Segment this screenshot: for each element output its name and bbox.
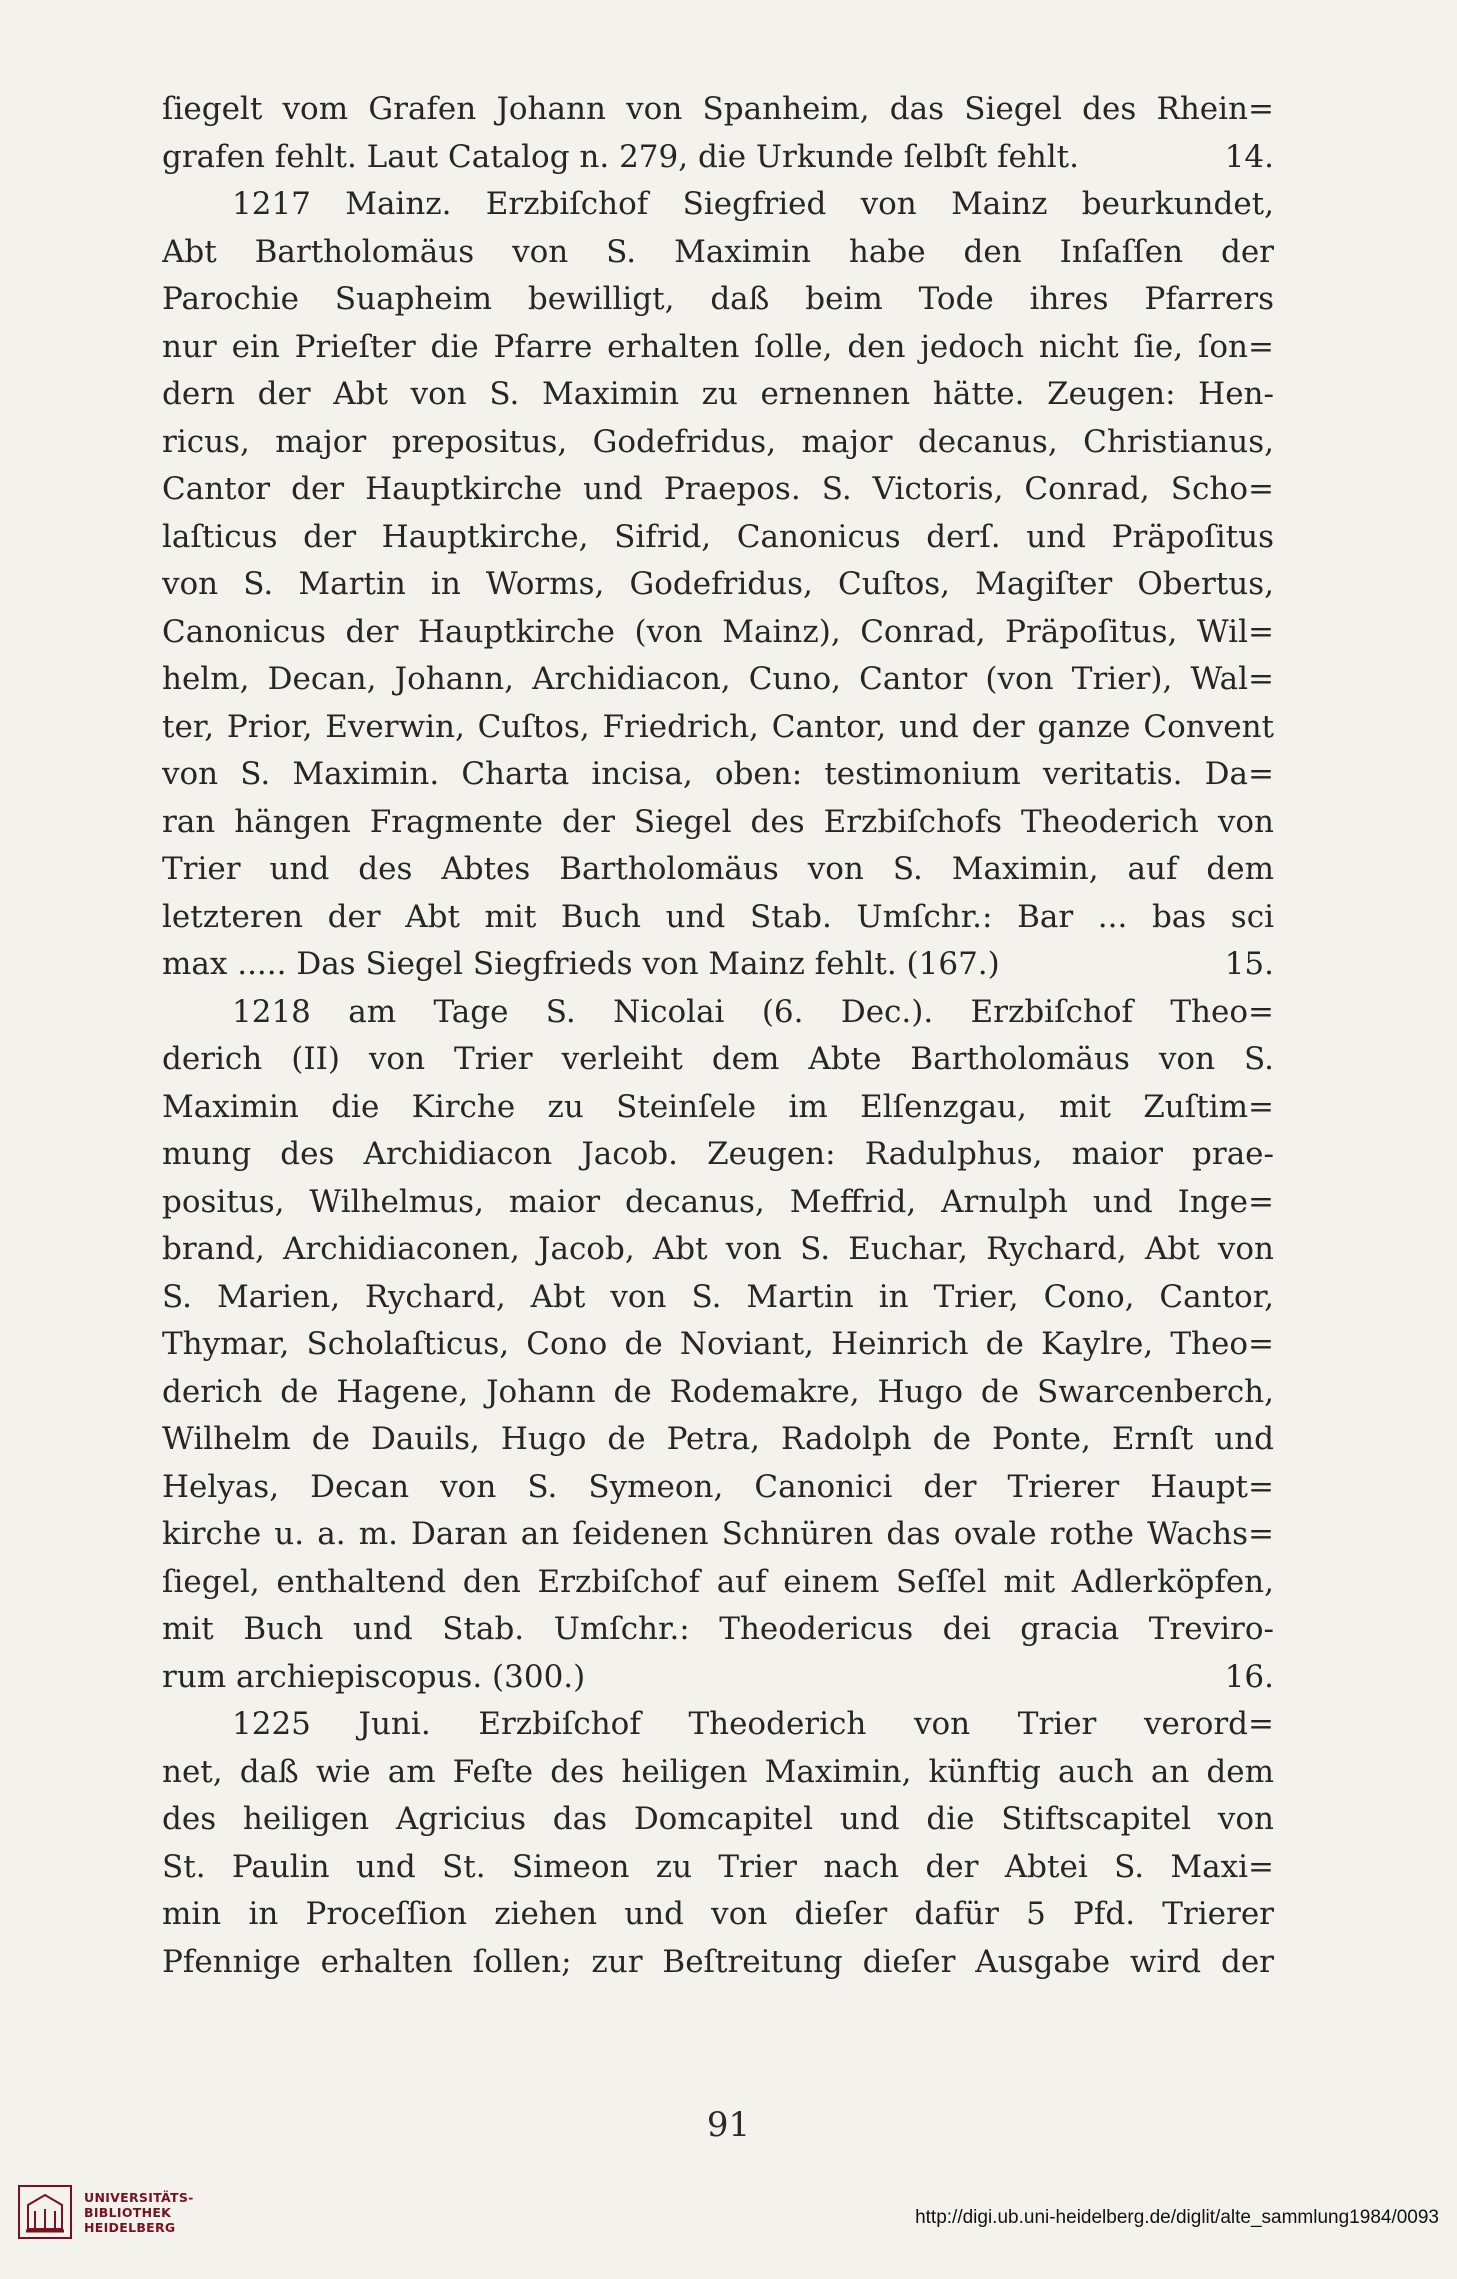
document-number: 15.	[1224, 946, 1274, 982]
source-url-link[interactable]: http://digi.ub.uni-heidelberg.de/diglit/alte_sammlung1984/0093	[915, 2207, 1439, 2228]
library-seal-icon	[18, 2185, 72, 2239]
text-line-content: rum archiepiscopus. (300.)	[162, 1658, 586, 1695]
text-line: ricus, major prepositus, Godefridus, major decanus, Christianus,	[162, 423, 1274, 460]
text-line: min in Proceſſion ziehen und von dieſer dafür 5 Pfd. Trierer	[162, 1896, 1274, 1932]
text-line: ter, Prior, Everwin, Cuſtos, Friedrich, Cantor, und der ganze Convent	[162, 708, 1274, 745]
text-line: laſticus der Hauptkirche, Sifrid, Canonicus derſ. und Präpoſitus	[162, 518, 1274, 555]
text-line-content: max ..... Das Siegel Siegfrieds von Mainz fehlt. (167.)	[162, 946, 1000, 982]
text-line: nur ein Prieſter die Pfarre erhalten ſolle, den jedoch nicht ſie, ſon=	[162, 328, 1274, 365]
text-line: St. Paulin und St. Simeon zu Trier nach der Abtei S. Maxi=	[162, 1848, 1274, 1885]
text-line: positus, Wilhelmus, maior decanus, Meffrid, Arnulph und Inge=	[162, 1183, 1274, 1220]
text-line: von S. Maximin. Charta incisa, oben: testimonium veritatis. Da=	[162, 756, 1274, 792]
text-line: ſiegel, enthaltend den Erzbiſchof auf einem Seſſel mit Adlerköpfen,	[162, 1563, 1274, 1600]
text-line	[162, 1654, 1274, 1702]
text-line: kirche u. a. m. Daran an ſeidenen Schnüren das ovale rothe Wachs=	[162, 1516, 1274, 1552]
text-line: Cantor der Hauptkirche und Praepos. S. Victoris, Conrad, Scho=	[162, 471, 1274, 507]
text-line: derich (II) von Trier verleiht dem Abte Bartholomäus von S.	[162, 1041, 1274, 1077]
text-line	[162, 134, 1274, 182]
text-line: derich de Hagene, Johann de Rodemakre, Hugo de Swarcenberch,	[162, 1373, 1274, 1410]
text-line: mit Buch und Stab. Umſchr.: Theodericus dei gracia Treviro-	[162, 1611, 1274, 1647]
text-line: net, daß wie am Feſte des heiligen Maximin, künftig auch an dem	[162, 1753, 1274, 1790]
library-name-line: HEIDELBERG	[84, 2219, 176, 2235]
text-line: ran hängen Fragmente der Siegel des Erzbiſchofs Theoderich von	[162, 803, 1274, 840]
text-line: Canonicus der Hauptkirche (von Mainz), Conrad, Präpoſitus, Wil=	[162, 613, 1274, 650]
text-line: 1217 Mainz. Erzbiſchof Siegfried von Mainz beurkundet,	[232, 186, 1274, 222]
text-line: S. Marien, Rychard, Abt von S. Martin in Trier, Cono, Cantor,	[162, 1278, 1274, 1315]
text-line: Abt Bartholomäus von S. Maximin habe den Inſaſſen der	[162, 233, 1274, 270]
text-line: Parochie Suapheim bewilligt, daß beim Tode ihres Pfarrers	[162, 281, 1274, 317]
library-name-line: UNIVERSITÄTS-	[84, 2189, 194, 2205]
text-line	[162, 941, 1274, 989]
text-line: von S. Martin in Worms, Godefridus, Cuſtos, Magiſter Obertus,	[162, 566, 1274, 602]
library-name-line: BIBLIOTHEK	[84, 2204, 172, 2220]
text-line: Trier und des Abtes Bartholomäus von S. Maximin, auf dem	[162, 851, 1274, 887]
document-number: 14.	[1224, 138, 1274, 175]
text-line: 1218 am Tage S. Nicolai (6. Dec.). Erzbiſchof Theo=	[232, 993, 1274, 1030]
text-line: Wilhelm de Dauils, Hugo de Petra, Radolph de Ponte, Ernſt und	[162, 1421, 1274, 1457]
text-line: mung des Archidiacon Jacob. Zeugen: Radulphus, maior prae-	[162, 1136, 1274, 1172]
text-line: letzteren der Abt mit Buch und Stab. Umſchr.: Bar ... bas sci	[162, 898, 1274, 935]
text-line: helm, Decan, Johann, Archidiacon, Cuno, Cantor (von Trier), Wal=	[162, 661, 1274, 697]
text-line: Maximin die Kirche zu Steinſele im Elſenzgau, mit Zuſtim=	[162, 1088, 1274, 1125]
footer-bar	[0, 2185, 1457, 2279]
document-number: 16.	[1224, 1658, 1274, 1695]
text-line: brand, Archidiaconen, Jacob, Abt von S. Euchar, Rychard, Abt von	[162, 1231, 1274, 1267]
text-line: 1225 Juni. Erzbiſchof Theoderich von Trier verord=	[232, 1706, 1274, 1742]
text-line: dern der Abt von S. Maximin zu ernennen hätte. Zeugen: Hen-	[162, 376, 1274, 412]
text-line: Thymar, Scholaſticus, Cono de Noviant, Heinrich de Kaylre, Theo=	[162, 1326, 1274, 1362]
page-number: 91	[706, 2105, 751, 2145]
document-body	[162, 86, 1274, 1986]
text-line-content: grafen fehlt. Laut Catalog n. 279, die Urkunde ſelbſt fehlt.	[162, 138, 1079, 175]
text-line: ſiegelt vom Grafen Johann von Spanheim, das Siegel des Rhein=	[162, 91, 1274, 127]
text-line: Helyas, Decan von S. Symeon, Canonici der Trierer Haupt=	[162, 1468, 1274, 1505]
text-line: Pfennige erhalten ſollen; zur Beſtreitung dieſer Ausgabe wird der	[162, 1943, 1274, 1980]
library-name	[84, 2190, 194, 2235]
text-line: des heiligen Agricius das Domcapitel und die Stiftscapitel von	[162, 1801, 1274, 1837]
library-logo[interactable]	[18, 2185, 194, 2239]
